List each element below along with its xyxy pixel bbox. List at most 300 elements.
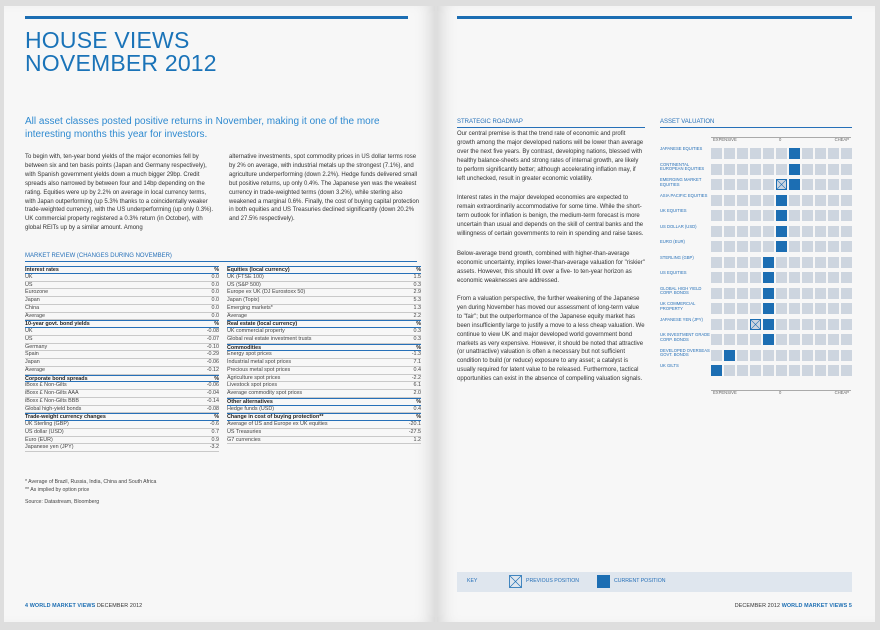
table-row [227,359,421,367]
scale-cell [724,334,735,345]
scale-cell [763,350,774,361]
table-row [227,429,421,437]
row-value: 1.2 [413,436,421,443]
table-row [227,406,421,414]
scale-cell [711,288,722,299]
group-unit: % [416,414,421,421]
table-row [25,351,219,359]
scale-cell [737,226,748,237]
row-label: US [25,335,33,342]
group-title: Interest rates [25,267,59,273]
scale-cell [737,164,748,175]
scale-cell [802,241,813,252]
table-row [25,398,219,406]
scale-cell [841,257,852,268]
scale-cell [828,164,839,175]
asset-label: US DOLLAR (USD) [660,223,697,229]
row-value: 0.4 [413,405,421,412]
scale-cell [828,350,839,361]
row-value: 0.3 [413,335,421,342]
scale-cell [802,164,813,175]
asset-label: UK INVESTMENT GRADE CORP. BONDS [660,332,710,342]
title-line-2: NOVEMBER 2012 [25,50,217,76]
valuation-cells [711,226,852,237]
table-row [227,282,421,290]
table-group-header [227,413,421,421]
asset-label: JAPANESE YEN (JPY) [660,316,703,322]
scale-cell [763,179,774,190]
current-position-cell [763,303,774,314]
current-position-cell [789,179,800,190]
scale-cell [841,334,852,345]
row-label: US (S&P 500) [227,281,261,288]
asset-label: UK GILTS [660,363,679,368]
valuation-row [660,349,852,362]
asset-label: EURO (EUR) [660,239,685,244]
scale-cell [815,195,826,206]
table-group-header [25,266,219,274]
valuation-cells [711,164,852,175]
scale-cell [802,148,813,159]
row-label: Japan [25,359,40,365]
scale-cell [815,303,826,314]
valuation-row [660,302,852,315]
table-row [25,313,219,321]
scale-cell [828,288,839,299]
current-position-cell [776,195,787,206]
scale-cell [724,303,735,314]
scale-cell [724,179,735,190]
group-unit: % [214,375,219,382]
scale-cell [737,288,748,299]
valuation-cells [711,148,852,159]
scale-cell [724,195,735,206]
scale-cell [711,272,722,283]
group-unit: % [416,321,421,328]
scale-cell [789,334,800,345]
scale-cell [815,164,826,175]
right-footer [735,603,852,609]
scale-cell [802,257,813,268]
scale-cell [724,365,735,376]
row-value: -1.3 [411,351,421,358]
scale-cell [711,319,722,330]
current-position-cell [763,272,774,283]
valuation-row [660,318,852,331]
scale-cell [789,257,800,268]
strategic-roadmap-heading: STRATEGIC ROADMAP [457,118,645,128]
scale-cell [841,210,852,221]
table-row [25,406,219,414]
scale-cell [776,288,787,299]
right-top-rule [457,16,852,19]
table-row [227,390,421,398]
group-title: Real estate (local currency) [227,321,298,328]
scale-cell [815,241,826,252]
row-label: Spain [25,351,39,358]
table-row [25,328,219,336]
table-row [25,359,219,367]
legend-key [457,572,852,592]
body-column-1: To begin with, ten-year bond yields of the major economies fell by between six and ten basis points (Japan and Germany respectively), with Spanish government yields down a much bigger 29bp. Credit spreads also narrowed by between four and 14bp depending on the rating. Equities were up by 2.2% on average in local currency terms, with Japan outperforming (up 5.3% thanks to a coincidentally weaker trade-weighted currency), with the US underperforming (up only 0.3%). UK commercial property registered a 0.3% return (in October), with global REITs up by a similar amount. Among [25,154,214,232]
scale-cell [750,210,761,221]
scale-cell [815,210,826,221]
valuation-cells [711,195,852,206]
footer-date-left: DECEMBER 2012 [96,603,143,609]
group-title: 10-year govt. bond yields [25,321,90,328]
key-label: KEY [467,578,478,584]
scale-cell [737,241,748,252]
scale-cell [815,365,826,376]
row-value: -0.6 [209,421,219,427]
row-value: -0.08 [206,405,219,412]
scale-cell [802,272,813,283]
scale-cell [711,350,722,361]
scale-cell [711,210,722,221]
valuation-cells [711,257,852,268]
scale-cheap-top: CHEAP [834,137,849,142]
table-row [25,444,219,452]
row-value: -0.14 [206,397,219,404]
row-label: Livestock spot prices [227,382,278,389]
scale-cell [737,257,748,268]
scale-cell [789,272,800,283]
row-value: -0.10 [206,343,219,350]
row-value: 0.4 [413,366,421,373]
market-review-heading: MARKET REVIEW (CHANGES DURING NOVEMBER) [25,252,417,262]
scale-cell [711,164,722,175]
scale-cell [789,226,800,237]
scale-cheap-bottom: CHEAP [834,390,849,395]
row-label: Germany [25,343,48,350]
scale-cell [815,288,826,299]
scale-cell [815,179,826,190]
row-label: iBoxx £ Non-Gilts BBB [25,397,79,404]
scale-cell [828,319,839,330]
valuation-cells [711,303,852,314]
scale-cell [711,334,722,345]
scale-cell [763,226,774,237]
row-value: 2.9 [413,289,421,296]
row-label: UK [25,273,33,280]
row-label: iBoxx £ Non-Gilts [25,382,67,389]
scale-cell [841,179,852,190]
scale-cell [737,303,748,314]
scale-cell [828,148,839,159]
scale-cell [776,164,787,175]
row-value: -0.08 [206,328,219,334]
row-label: Precious metal spot prices [227,366,291,373]
scale-cell [724,272,735,283]
group-title: Corporate bond spreads [25,375,88,382]
scale-cell [763,195,774,206]
table-row [227,328,421,336]
scale-cell [750,350,761,361]
current-position-cell [763,288,774,299]
scale-cell [763,164,774,175]
valuation-row [660,256,852,269]
scale-cell [841,195,852,206]
valuation-cells [711,272,852,283]
scale-cell [737,350,748,361]
group-title: Trade-weight currency changes [25,414,106,421]
table-row [227,297,421,305]
current-position-cell [763,319,774,330]
valuation-cells [711,241,852,252]
valuation-cells [711,210,852,221]
scale-cell [776,272,787,283]
scale-cell [750,303,761,314]
table-row [227,305,421,313]
table-group-header [227,398,421,406]
scale-cell [711,303,722,314]
current-position-swatch [597,575,610,588]
asset-label: JAPANESE EQUITIES [660,146,703,151]
valuation-row [660,333,852,346]
scale-cell [724,257,735,268]
valuation-cells [711,319,852,330]
row-value: 0.3 [413,281,421,288]
scale-cell [789,319,800,330]
row-value: -2.2 [411,374,421,381]
row-value: 7.1 [413,359,421,365]
table-row [25,336,219,344]
market-table-right [227,266,421,444]
table-row [227,313,421,321]
scale-cell [711,257,722,268]
asset-label: GLOBAL HIGH YIELD CORP. BONDS [660,285,702,295]
scale-zero-top: 0 [779,137,782,142]
scale-cell [802,210,813,221]
scale-cell [724,148,735,159]
row-label: Europe ex UK (DJ Eurostoxx 50) [227,289,306,296]
row-label: Global high-yield bonds [25,405,82,412]
current-position-cell [763,257,774,268]
scale-cell [750,257,761,268]
intro-text: All asset classes posted positive returns in November, making it one of the more interesting months this year for investors. [25,116,380,140]
valuation-cells [711,365,852,376]
scale-cell [789,210,800,221]
asset-label: UK EQUITIES [660,208,687,213]
asset-label: DEVELOPED OVERSEAS GOVT. BONDS [660,347,710,357]
table-group-header [25,375,219,383]
scale-cell [737,179,748,190]
scale-cell [802,179,813,190]
row-value: -0.29 [206,351,219,358]
table-row [227,274,421,282]
scale-cell [789,241,800,252]
row-value: 0.0 [211,297,219,303]
scale-cell [763,241,774,252]
scale-cell [711,148,722,159]
footer-brand-left: WORLD MARKET VIEWS [29,603,96,609]
market-table-left [25,266,219,452]
scale-cell [802,350,813,361]
scale-cell [802,288,813,299]
scale-cell [841,241,852,252]
row-label: Japanese yen (JPY) [25,444,74,451]
row-label: Average [25,366,45,373]
scale-cell [841,350,852,361]
scale-cell [828,179,839,190]
group-title: Change in cost of buying protection** [227,414,324,421]
scale-expensive-bottom: EXPENSIVE [713,390,737,395]
row-value: -20.1 [408,421,421,427]
scale-cell [841,288,852,299]
current-position-cell [789,148,800,159]
row-value: 0.0 [211,281,219,288]
row-value: -0.12 [206,366,219,373]
scale-cell [763,365,774,376]
table-row [227,375,421,383]
scale-cell [815,334,826,345]
scale-cell [737,148,748,159]
row-label: UK [25,328,33,334]
scale-cell [776,257,787,268]
page-title [25,29,217,75]
group-unit: % [214,414,219,421]
valuation-scale-bottom [711,390,851,395]
table-row [227,421,421,429]
scale-cell [828,210,839,221]
asset-label: US EQUITIES [660,270,687,275]
row-label: China [25,304,40,311]
scale-cell [789,288,800,299]
body-column-2: alternative investments, spot commodity prices in US dollar terms rose by 2% on average, with industrial metals up the strongest (7.1%), and agriculture underperforming (down 2.2%). Hedge funds delivered small but positive returns, up only 0.4%. The Japanese yen was the weakest currency in trade-weighted terms (down 3.2%), while sterling also weakened a marginal 0.6%. Finally, the cost of buying capital protection in both equities and US Treasuries declined significantly (down 20.2% and 27.5% respectively). [229,154,419,223]
scale-cell [789,350,800,361]
row-label: Average [227,312,247,319]
row-value: 5.3 [413,297,421,303]
row-value: -0.07 [206,335,219,342]
valuation-row [660,240,852,253]
row-label: US dollar (USD) [25,428,64,435]
asset-valuation-heading: ASSET VALUATION [660,118,852,128]
valuation-cells [711,288,852,299]
table-group-header [227,266,421,274]
row-label: iBoxx £ Non-Gilts AAA [25,390,79,396]
row-value: -0.06 [206,382,219,389]
key-previous-label: PREVIOUS POSITION [526,578,580,584]
row-value: -0.04 [206,390,219,396]
scale-cell [828,226,839,237]
scale-cell [750,164,761,175]
scale-cell [737,365,748,376]
row-label: UK (FTSE 100) [227,273,264,280]
scale-cell [828,272,839,283]
valuation-row [660,194,852,207]
scale-cell [841,303,852,314]
table-row [25,282,219,290]
scale-cell [802,334,813,345]
left-footer [25,603,142,609]
table-row [25,344,219,352]
group-unit: % [416,344,421,351]
scale-cell [815,257,826,268]
valuation-cells [711,350,852,361]
scale-cell [711,179,722,190]
row-label: G7 currencies [227,436,261,443]
table-row [25,390,219,398]
valuation-scale-top [711,137,851,142]
scale-cell [750,226,761,237]
scale-cell [828,303,839,314]
roadmap-para-1: Our central premise is that the trend rate of economic and profit growth among the major developed nations will be lower than average over the next five years. By contrast, developing nations, blessed with healthy balance-sheets and strong rates of internal growth, are likely to perform significantly better; although accelerating inflation may, if left unchecked, result in greater economic volatility. [457,131,644,182]
table-row [25,289,219,297]
valuation-row [660,271,852,284]
group-unit: % [416,267,421,273]
row-value: 1.5 [413,273,421,280]
previous-position-cell [776,179,787,190]
table-row [25,297,219,305]
row-value: -3.2 [209,444,219,451]
row-label: Average [25,312,45,319]
scale-cell [828,257,839,268]
row-label: Agriculture spot prices [227,374,281,381]
scale-cell [711,241,722,252]
asset-label: UK COMMERCIAL PROPERTY [660,301,696,311]
scale-cell [763,148,774,159]
scale-cell [737,195,748,206]
scale-cell [802,195,813,206]
table-row [227,367,421,375]
row-label: Average commodity spot prices [227,390,303,396]
valuation-row [660,178,852,191]
asset-label: CONTINENTAL EUROPEAN EQUITIES [660,161,705,171]
table-group-header [227,344,421,352]
scale-cell [750,148,761,159]
row-label: Euro (EUR) [25,436,53,443]
scale-cell [776,365,787,376]
scale-cell [802,365,813,376]
scale-cell [776,334,787,345]
roadmap-para-2: Interest rates in the major developed economies are expected to remain extraordinarily accommodative for some time. While the short-term outlook for inflation is benign, the medium-term forecast is more uncertain than usual and depends on the skill of central banks and the willingness of certain governments to rein in spending and raise taxes. [457,195,644,237]
group-title: Equities (local currency) [227,267,290,273]
table-row [25,437,219,445]
asset-label: ASIA PACIFIC EQUITIES [660,192,708,198]
row-value: 2.2 [413,312,421,319]
row-label: Eurozone [25,289,49,296]
valuation-row [660,364,852,377]
scale-expensive-top: EXPENSIVE [713,137,737,142]
scale-cell [737,272,748,283]
row-value: 0.0 [211,312,219,319]
row-label: Japan [25,297,40,303]
group-unit: % [416,398,421,405]
scale-cell [711,195,722,206]
row-value: 0.3 [413,328,421,334]
scale-cell [815,226,826,237]
scale-cell [737,334,748,345]
row-label: Japan (Topix) [227,297,260,303]
table-group-header [25,413,219,421]
valuation-row [660,287,852,300]
row-label: UK Sterling (GBP) [25,421,69,427]
current-position-cell [724,350,735,361]
group-title: Commodities [227,344,262,351]
footnote-2: ** As implied by option price [25,487,90,493]
scale-cell [815,350,826,361]
scale-cell [841,319,852,330]
left-top-rule [25,16,408,19]
current-position-cell [711,365,722,376]
valuation-row [660,163,852,176]
valuation-row [660,209,852,222]
scale-cell [841,226,852,237]
table-row [227,382,421,390]
row-value: 0.0 [211,289,219,296]
scale-cell [750,241,761,252]
scale-cell [750,195,761,206]
